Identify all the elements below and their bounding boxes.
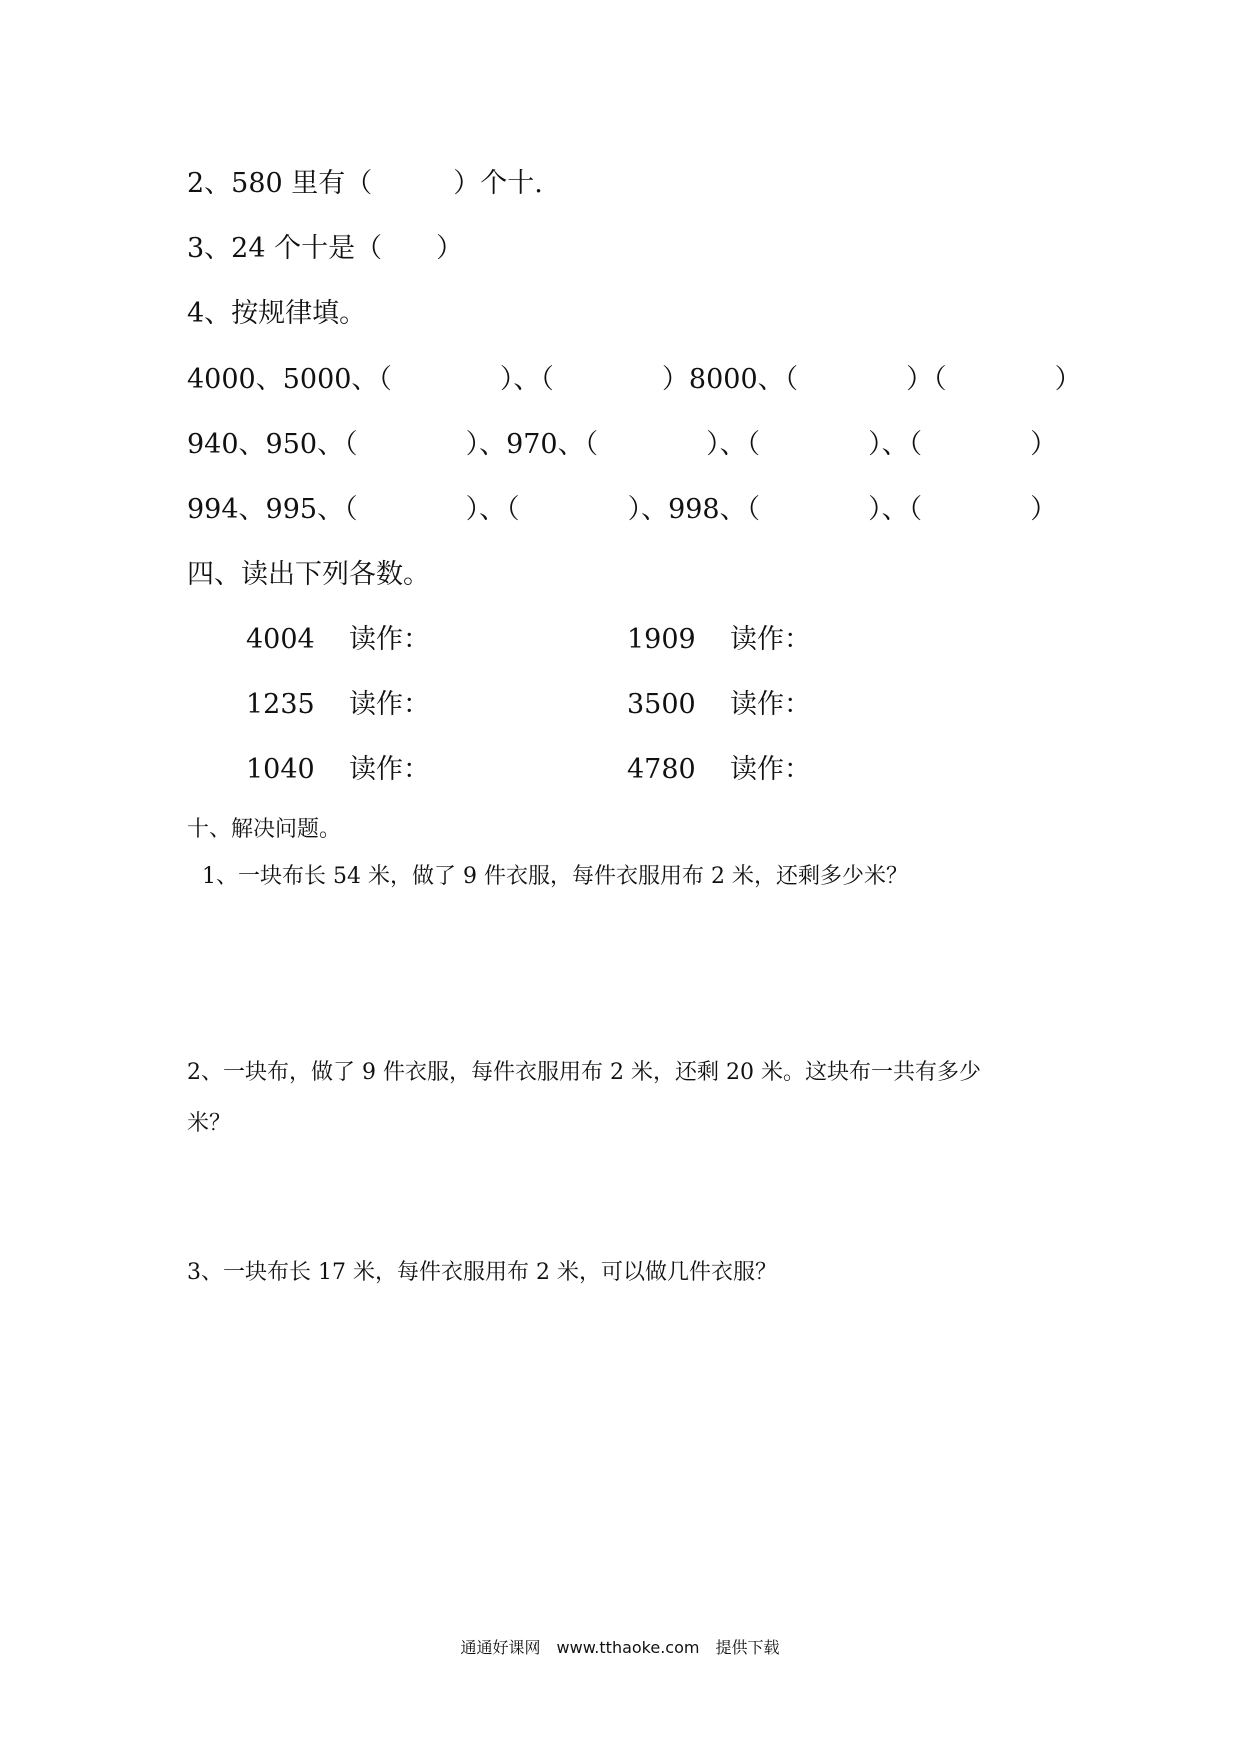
number-right: 4780 [627, 754, 696, 785]
sequence-row-2: 940、950、（ ）、970、（ ）、（ ）、（ ） [187, 429, 1058, 460]
question-2: 2、580 里有（ ）个十. [187, 168, 543, 199]
number-left: 1235 [246, 689, 315, 720]
problem-2-line-2: 米？ [187, 1111, 232, 1136]
read-label: 读作： [730, 624, 811, 655]
question-3: 3、24 个十是（ ） [187, 233, 464, 264]
read-label: 读作： [730, 754, 811, 785]
read-label: 读作： [349, 754, 430, 785]
number-right: 3500 [627, 689, 696, 720]
read-label: 读作： [730, 689, 811, 720]
problem-1: 1、一块布长 54 米，做了 9 件衣服，每件衣服用布 2 米，还剩多少米？ [202, 864, 908, 889]
question-4-title: 4、按规律填。 [187, 298, 367, 329]
number-left: 4004 [246, 624, 315, 655]
read-section-title: 四、读出下列各数。 [187, 559, 430, 590]
number-right: 1909 [627, 624, 696, 655]
sequence-row-1: 4000、5000、（ ）、（ ）8000、（ ）（ ） [187, 364, 1082, 395]
read-label: 读作： [349, 689, 430, 720]
read-label: 读作： [349, 624, 430, 655]
problem-3: 3、一块布长 17 米，每件衣服用布 2 米，可以做几件衣服？ [187, 1260, 777, 1285]
problems-title: 十、解决问题。 [187, 817, 342, 842]
number-left: 1040 [246, 754, 315, 785]
problem-2-line-1: 2、一块布，做了 9 件衣服，每件衣服用布 2 米，还剩 20 米。这块布一共有多少 [187, 1060, 981, 1085]
sequence-row-3: 994、995、（ ）、（ ）、998、（ ）、（ ） [187, 494, 1058, 525]
page-footer: 通通好课网 www.tthaoke.com 提供下载 [460, 1638, 780, 1657]
